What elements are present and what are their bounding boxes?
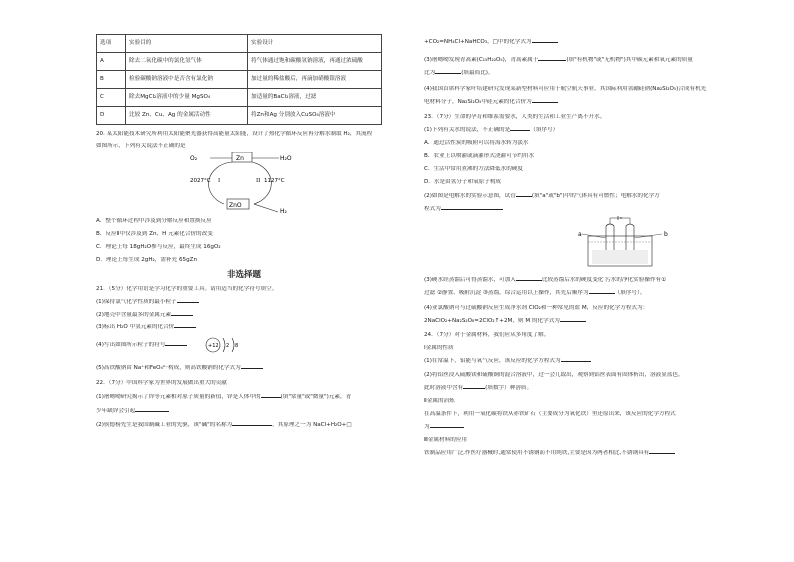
q23-1 — [424, 127, 764, 134]
table-row — [97, 71, 382, 89]
zn-label: Zn — [236, 154, 244, 162]
q21-stem: 21．（5分）化学用语是学习化学的重要工具。请用适当的化学符号填空。 — [96, 285, 278, 292]
table-cell: 检验碳酸钠溶液中是否含有氯化钠 — [126, 71, 248, 89]
q21-item-4 — [96, 342, 187, 349]
q20-option-a: A．整个循环过程中涉及到分解反应和置换反应 — [96, 217, 212, 224]
options-table — [96, 34, 382, 125]
answer-blank[interactable] — [177, 302, 199, 303]
text-span: 2NaClO₂+Na₂S₂O₈=2ClO₂↑+2M，则 M 的化学式为 — [424, 317, 560, 324]
table-cell: 加适量的BaCl₂溶液，过滤 — [248, 89, 382, 107]
q21-item-4-row — [96, 333, 392, 357]
q20-option-b: B．反应Ⅱ中仅涉及到 Zn、H 元素化合价的改变 — [96, 230, 213, 237]
table-cell: A — [97, 53, 126, 71]
answer-blank[interactable] — [463, 388, 485, 389]
answer-blank[interactable] — [516, 280, 542, 281]
q21-item-5 — [96, 365, 392, 372]
text-span: （填序号） — [530, 126, 559, 133]
text-span: (填最简比)。 — [461, 69, 494, 76]
q23-option-b: B．农业上以喷灌或滴灌形式浇灌可节约用水 — [424, 152, 535, 159]
q22-line-1 — [96, 394, 392, 401]
table-cell: 选项 — [97, 35, 126, 53]
q23-7 — [424, 318, 764, 325]
text-span: 电材料分子，Na₂Si₂O₅中硅元素的化合价为 — [424, 98, 532, 105]
h2o-label: H₂O — [280, 154, 292, 162]
table-cell: 实验设计 — [248, 35, 382, 53]
answer-blank[interactable] — [589, 293, 615, 294]
water-fill — [592, 250, 648, 264]
q24-stem: 24．（7分）对于金属材料，我们应从多角度了解。 — [424, 331, 550, 338]
shell-1-count: 2 — [226, 343, 230, 350]
table-row — [97, 89, 382, 107]
q21-item-text: (3)标出 H₂O 中氢元素的化合价 — [96, 324, 175, 331]
text-span: (1)在常温下，铝能与氧气反应，该反应的化学方程式为 — [424, 357, 561, 364]
table-cell: B — [97, 71, 126, 89]
text-span: 比较蒸馏后水的硬度变化 污水的净化实验操作有① — [541, 276, 667, 283]
q21-item-text: (4)写出如图所示粒子的符号 — [96, 342, 166, 349]
q24-5: Ⅱ金属的冶炼 — [424, 397, 455, 404]
answer-blank[interactable] — [649, 453, 675, 454]
answer-blank[interactable] — [516, 196, 532, 197]
answer-blank[interactable] — [560, 321, 586, 322]
q21-item-text: (5)高铁酸钠由 Na⁺和FeO₄²⁻构成，则高铁酸钠的化学式为 — [96, 365, 241, 372]
q23-stem: 23．（7分）生命的孕育和维系需要水，人类的生活和工业生产离不开水。 — [424, 113, 606, 120]
q21-item-text: (2)地壳中含量最多的金属元素 — [96, 311, 172, 318]
answer-blank[interactable] — [532, 42, 558, 43]
text-span: 铁制品应用广泛,作医疗器械时,通常使用不锈钢而不用纯铁,主要是因为两者相比,不锈钢具有 — [424, 449, 650, 456]
q20-stem: 20. 某太阳能技术研究所利用太阳能聚光器获得高能量太阳能，设计了热化学循环反应再分解水制取 H₂，其流程 — [96, 131, 373, 137]
r-line-4: (4)我国首席科学家叶培建研究发现某新型材料可应用于航空航天事业，其国际利用氢硼硅钠(Na₂Si₂O₅)合成有机光 — [424, 85, 707, 92]
table-cell: 除去MgCl₂溶液中的少量 MgSO₄ — [126, 89, 248, 107]
r-line-2 — [424, 57, 764, 64]
q24-4 — [424, 385, 764, 392]
electrolysis-apparatus-diagram — [570, 216, 680, 274]
right-column — [424, 34, 764, 457]
answer-blank[interactable] — [510, 130, 530, 131]
table-cell: 实验目的 — [126, 35, 248, 53]
answer-blank[interactable] — [430, 427, 464, 428]
answer-blank[interactable] — [241, 368, 263, 369]
table-cell: 加过量的稀盐酸后，再滴加硝酸银溶液 — [248, 71, 382, 89]
q24-8: Ⅲ金属材料的应用 — [424, 436, 468, 443]
q22-text: ，其原理之一为 NaCl+H₂O+□ — [272, 422, 352, 429]
step-ii-label: II — [256, 177, 261, 184]
cycle-arc-left — [209, 162, 232, 204]
zno-label: ZnO — [229, 201, 242, 209]
o2-label: O₂ — [190, 154, 198, 162]
text-span: 为 — [424, 423, 430, 430]
q22-text: (1)屠呦呦研究揭示了锌等元素相对原子质量的新值，锌是人体中的 — [96, 394, 261, 401]
q22-text: (填"常量"或"微量")元素，青 — [280, 394, 352, 401]
q20-option-c: C．理论上每 18gH₂O参与反应，最终生成 16gO₂ — [96, 243, 221, 250]
table-header-row — [97, 35, 382, 53]
tube-label-a: a — [578, 230, 582, 238]
table-cell: 除去二氧化碳中的氯化氢气体 — [126, 53, 248, 71]
cycle-diagram — [184, 152, 334, 214]
q24-7 — [424, 424, 764, 431]
q22-stem: 22．（7分）中国科学家为世界的发展做出重大的贡献 — [96, 380, 227, 387]
answer-blank[interactable] — [174, 327, 196, 328]
q22-line-2 — [96, 408, 392, 415]
answer-blank[interactable] — [532, 102, 558, 103]
q21-item-1 — [96, 299, 392, 306]
nucleus-charge: +12 — [208, 343, 219, 350]
table-cell: C — [97, 89, 126, 107]
r-line-3 — [424, 70, 764, 77]
h2-arrow — [254, 204, 278, 212]
tube-label-b: b — [664, 230, 668, 238]
q23-6: (4)亚氯酸钠可与过硫酸钠反应生成净水剂 ClO₂和一种常见的盐 M，反应的化学方程式为： — [424, 304, 649, 311]
q22-text: (2)侯德榜先生是我国制碱工业的先驱，该"碱"的名称为 — [96, 422, 233, 429]
text-span: (填"有机物"或"无机物")其中碳元素和氧元素的质量 — [566, 56, 693, 63]
q23-2 — [424, 193, 764, 200]
q21-item-3 — [96, 324, 392, 331]
electron-shell-1 — [223, 338, 225, 352]
answer-blank[interactable] — [261, 397, 281, 398]
temp-label-1: 2027°C — [190, 177, 211, 184]
q23-4 — [424, 277, 764, 284]
answer-blank[interactable] — [435, 73, 461, 74]
text-span: 此时溶液中含有 — [424, 384, 464, 391]
electron-shell-2 — [232, 338, 234, 352]
table-cell: D — [97, 107, 126, 125]
r-line-1 — [424, 39, 764, 46]
temp-label-2: 1127°C — [264, 177, 285, 184]
text-span: （填序号）。 — [614, 289, 646, 296]
h2-label: H₂ — [280, 207, 287, 214]
table-row — [97, 107, 382, 125]
q23-3 — [424, 206, 764, 213]
text-span: (1)下列有关水的说法，不正确的是 — [424, 126, 511, 133]
answer-blank[interactable] — [232, 425, 272, 426]
q24-6: 在高温条件下，利用一氧化碳将铁从赤铁矿石（主要成分为氧化铁）里还原出来，该反应的化学方程式 — [424, 410, 676, 417]
q24-3: (2)将铝丝浸入硫酸镁和硫酸铜的混合溶液中，过一会儿取出，观察到铝丝表面有固体析出，溶液显蓝色。 — [424, 371, 684, 378]
q22-line-3 — [96, 422, 392, 429]
text-span: (2)如图是电解水的实验示意图，试管 — [424, 192, 516, 199]
text-span: 比为 — [424, 69, 436, 76]
q22-text: 少年缺锌会引起 — [96, 408, 136, 415]
text-span: 过滤 ②静置、吸附沉淀 ③蒸馏，综合运用以上操作，其先后顺序为 — [424, 289, 589, 296]
q23-option-c: C．生活中常用煮沸的方法降低水的硬度 — [424, 165, 524, 172]
step-i-label: I — [218, 177, 221, 184]
table-cell: 将气体通过饱和碳酸氢钠溶液，再通过浓硫酸 — [248, 53, 382, 71]
q23-option-d: D．水是由氢分子和氧原子构成 — [424, 178, 502, 185]
answer-blank[interactable] — [441, 209, 503, 210]
q23-5 — [424, 290, 764, 297]
table-cell: 比较 Zn、Cu、Ag 的金属活动性 — [126, 107, 248, 125]
text-span: (填数字）种溶质。 — [485, 384, 533, 391]
shell-2-count: 8 — [235, 343, 239, 350]
text-span: (3)硬水经蒸馏后可得蒸馏水，可加入 — [424, 276, 516, 283]
text-span: +CO₂=NH₄Cl+NaHCO₃，□中的化学式为 — [424, 39, 532, 45]
answer-blank[interactable] — [165, 345, 187, 346]
answer-blank[interactable] — [171, 315, 193, 316]
q21-item-2 — [96, 312, 392, 319]
atom-structure-diagram — [204, 333, 244, 357]
text-span: (3)屠呦呦发现青蒿素(C₁₅H₂₂O₅)，青蒿素属于 — [424, 56, 539, 63]
q23-option-a: A．通过活性炭的吸附可以将海水转为淡水 — [424, 139, 529, 146]
text-span: 程式为 — [424, 205, 441, 212]
q24-2 — [424, 358, 764, 365]
table-row — [97, 53, 382, 71]
answer-blank[interactable] — [561, 361, 591, 362]
answer-blank[interactable] — [135, 411, 169, 412]
q24-1: Ⅰ金属的性质 — [424, 344, 454, 351]
table-cell: 将Zn和Ag 分别放入CuSO₄溶液中 — [248, 107, 382, 125]
q21-item-text: (1)保持氯气化学性质的最小粒子 — [96, 298, 177, 305]
q20-option-d: D．理论上每生成 2gH₂，需补充 65gZn — [96, 256, 197, 263]
r-line-5 — [424, 99, 764, 106]
q20-stem-cont: 如图所示，下列有关说法不正确的是 — [96, 142, 186, 149]
q24-9 — [424, 450, 764, 457]
answer-blank[interactable] — [538, 60, 566, 61]
text-span: (填"a"或"b")中的气体具有可燃性；电解水的化学方 — [531, 192, 660, 199]
section-title: 非选择题 — [226, 269, 261, 280]
left-column — [96, 34, 392, 429]
